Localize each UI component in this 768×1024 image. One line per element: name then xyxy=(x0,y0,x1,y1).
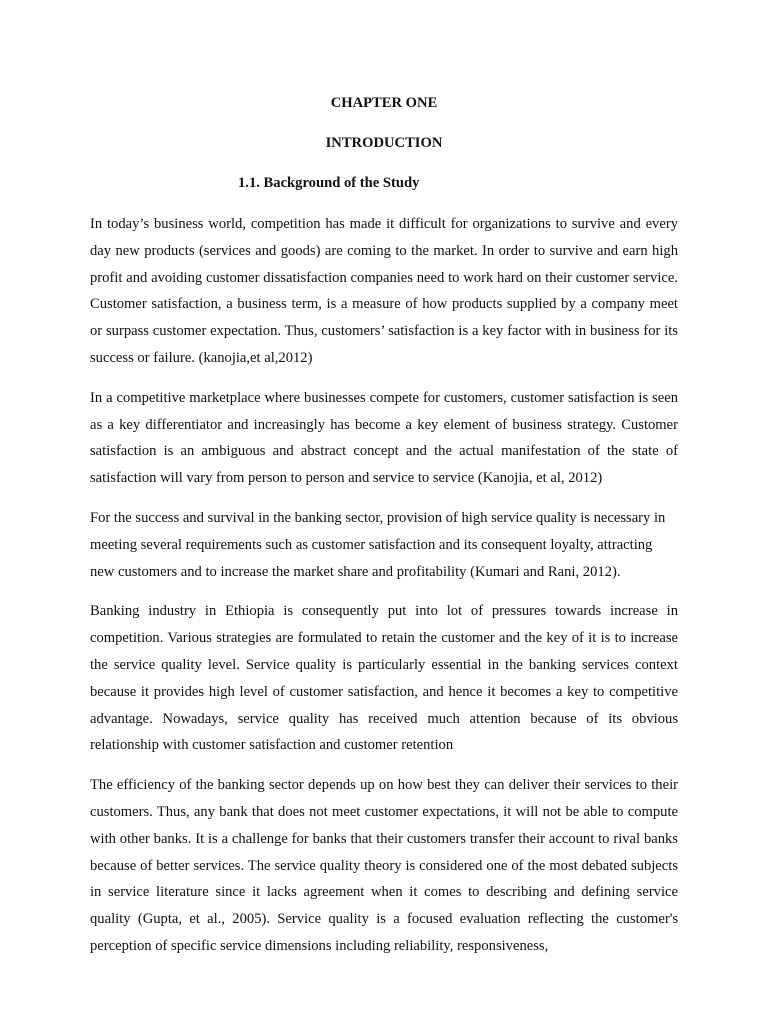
chapter-title: CHAPTER ONE xyxy=(330,95,438,111)
paragraph-1: In today’s business world, competition has made it difficult for organizations to survive and every day new products (services and goods) are coming to the market. In order to survive and earn high profit and avoiding customer dissatisfaction companies need to work hard on their customer service. Customer satisfaction, a business term, is a measure of how products supplied by a company meet or surpass customer expectation. Thus, customers’ satisfaction is a key factor with in business for its success or failure. (kanojia,et al,2012) xyxy=(90,216,678,366)
intro-title: INTRODUCTION xyxy=(325,135,443,151)
paragraph-5: The efficiency of the banking sector depends up on how best they can deliver their services to their customers. Thus, any bank that does not meet customer expectations, it will not be able to compute with other banks. It is a challenge for banks that their customers transfer their account to rival banks because of better services. The service quality theory is considered one of the most debated subjects in service literature since it lacks agreement when it comes to describing and defining service quality (Gupta, et al., 2005). Service quality is a focused evaluation reflecting the customer's perception of specific service dimensions including reliability, responsiveness, xyxy=(90,777,678,954)
paragraph-4: Banking industry in Ethiopia is consequently put into lot of pressures towards increase in competition. Various strategies are formulated to retain the customer and the key of it is to increase the service quality level. Service quality is particularly essential in the banking services context because it provides high level of customer satisfaction, and hence it becomes a key to competitive advantage. Nowadays, service quality has received much attention because of its obvious relationship with customer satisfaction and customer retention xyxy=(90,603,678,754)
paragraph-3: For the success and survival in the banking sector, provision of high service quality is necessary in meeting several requirements such as customer satisfaction and its consequent loyalty, attracting new customers and to increase the market share and profitability (Kumari and Rani, 2012). xyxy=(90,509,666,580)
section-heading: 1.1. Background of the Study xyxy=(238,175,420,191)
paragraph-2: In a competitive marketplace where businesses compete for customers, customer satisfaction is seen as a key differentiator and increasingly has become a key element of business strategy. Customer satisfaction is an ambiguous and abstract concept and the actual manifestation of the state of satisfaction will vary from person to person and service to service (Kanojia, et al, 2012) xyxy=(90,389,678,487)
